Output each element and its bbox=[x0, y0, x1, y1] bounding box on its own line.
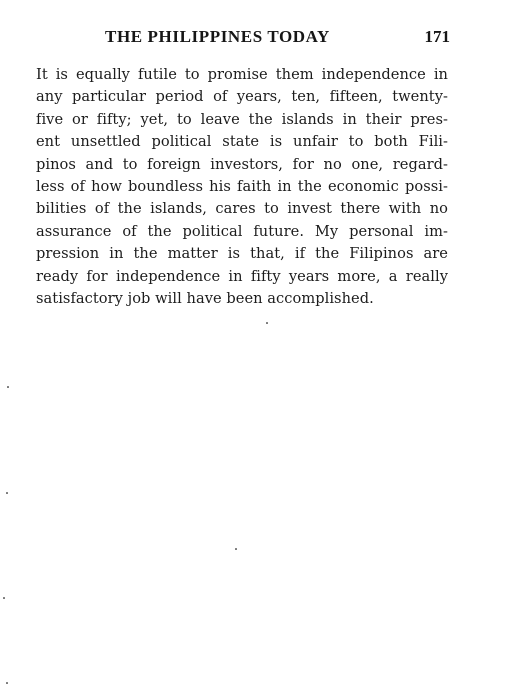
text-line: ready for independence in fifty years more, a really bbox=[36, 267, 448, 285]
text-line: five or fifty; yet, to leave the islands in their pres- bbox=[36, 110, 448, 128]
scan-speck bbox=[6, 682, 8, 684]
text-line: pression in the matter is that, if the Filipinos are bbox=[36, 245, 448, 263]
body-paragraph bbox=[36, 64, 448, 310]
running-title: THE PHILIPPINES TODAY bbox=[105, 27, 330, 46]
scan-speck bbox=[6, 492, 8, 494]
page-number: 171 bbox=[424, 27, 450, 46]
text-line: satisfactory job will have been accomplished. bbox=[36, 289, 374, 307]
text-line: pinos and to foreign investors, for no one, regard- bbox=[36, 155, 448, 173]
scan-speck bbox=[3, 597, 5, 599]
text-line: ent unsettled political state is unfair to both Fili- bbox=[36, 133, 448, 151]
scan-speck bbox=[7, 386, 9, 388]
text-line: less of how boundless his faith in the economic possi- bbox=[36, 177, 448, 195]
scan-speck bbox=[235, 548, 237, 550]
scan-speck bbox=[266, 322, 268, 324]
text-line: bilities of the islands, cares to invest there with no bbox=[36, 200, 448, 218]
text-line: any particular period of years, ten, fifteen, twenty- bbox=[36, 88, 448, 106]
running-head bbox=[105, 27, 450, 51]
text-line: assurance of the political future. My personal im- bbox=[36, 222, 448, 240]
text-line: It is equally futile to promise them independence in bbox=[36, 66, 448, 83]
